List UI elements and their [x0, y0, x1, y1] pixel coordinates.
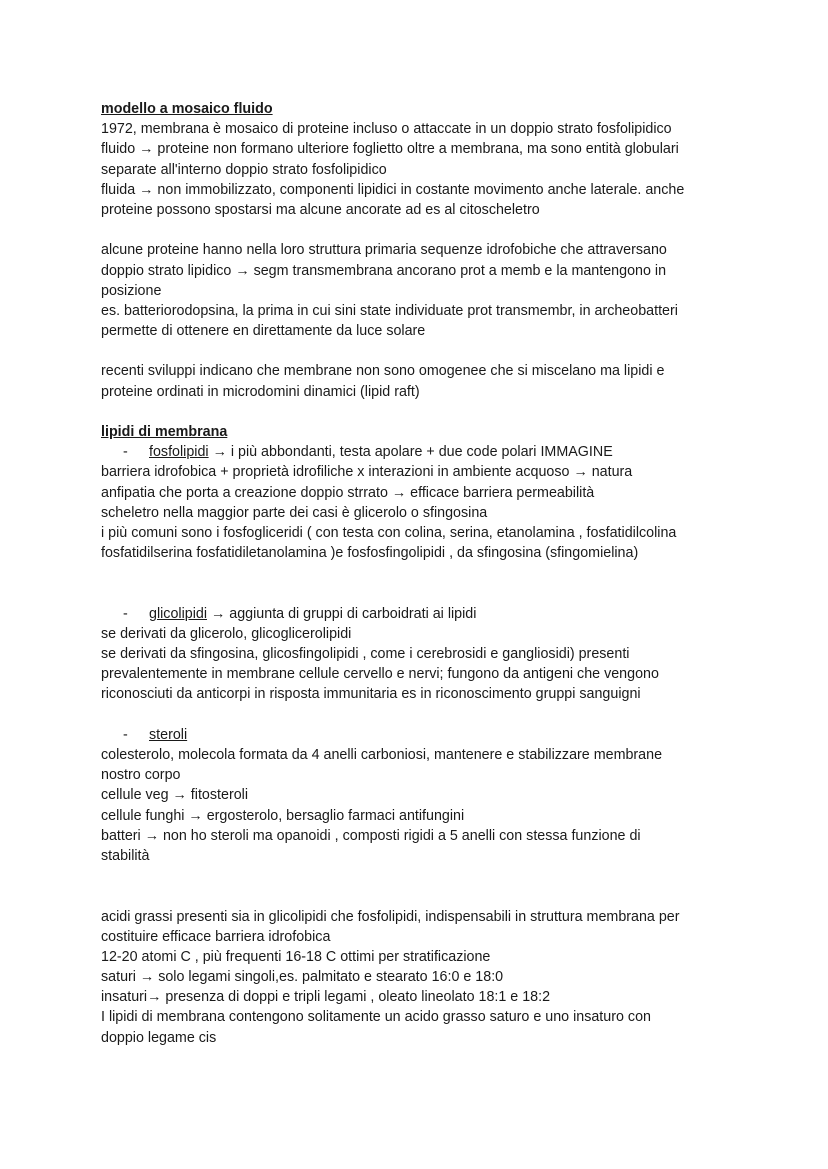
- text-line: batteri → non ho steroli ma opanoidi , composti rigidi a 5 anelli con stessa funzione di: [101, 827, 641, 844]
- bullet-term: steroli: [149, 726, 188, 743]
- text-line: doppio legame cis: [101, 1029, 217, 1046]
- bullet-dash: -: [123, 726, 128, 743]
- text-line: cellule funghi → ergosterolo, bersaglio farmaci antifungini: [101, 807, 465, 824]
- text-line: 1972, membrana è mosaico di proteine incluso o attaccate in un doppio strato fosfolipidico: [101, 121, 672, 138]
- text-line: 12-20 atomi C , più frequenti 16-18 C ottimi per stratificazione: [101, 948, 491, 965]
- bullet-dash: -: [123, 444, 128, 461]
- text-line: recenti sviluppi indicano che membrane non sono omogenee che si miscelano ma lipidi e: [101, 363, 665, 380]
- bullet-term: fosfolipidi: [149, 444, 209, 461]
- text-line: prevalentemente in membrane cellule cervello e nervi; fungono da antigeni che vengono: [101, 666, 659, 683]
- bullet-text: → aggiunta di gruppi di carboidrati ai lipidi: [207, 605, 477, 622]
- bullet-text: → i più abbondanti, testa apolare + due code polari IMMAGINE: [208, 444, 613, 461]
- text-line: proteine possono spostarsi ma alcune ancorate ad es al citoscheletro: [101, 201, 540, 218]
- text-line: alcune proteine hanno nella loro struttura primaria sequenze idrofobiche che attraversano: [101, 242, 667, 259]
- document-page: [101, 99, 741, 1048]
- bullet-glicolipidi: [101, 604, 741, 624]
- text-line: anfipatia che porta a creazione doppio strrato → efficace barriera permeabilità: [101, 484, 595, 501]
- bullet-dash: -: [123, 605, 128, 622]
- bullet-term: glicolipidi: [149, 605, 208, 622]
- text-line: doppio strato lipidico → segm transmembrana ancorano prot a memb e la mantengono in: [101, 262, 667, 279]
- text-line: colesterolo, molecola formata da 4 anelli carboniosi, mantenere e stabilizzare membrane: [101, 747, 663, 764]
- text-line: scheletro nella maggior parte dei casi è glicerolo o sfingosina: [101, 504, 488, 521]
- text-line: nostro corpo: [101, 767, 181, 784]
- text-line: i più comuni sono i fosfogliceridi ( con testa con colina, serina, etanolamina , fosfatidilcolina: [101, 524, 677, 541]
- text-line: I lipidi di membrana contengono solitamente un acido grasso saturo e uno insaturo con: [101, 1009, 651, 1026]
- text-line: insaturi→ presenza di doppi e tripli legami , oleato lineolato 18:1 e 18:2: [101, 989, 551, 1006]
- text-line: se derivati da glicerolo, glicoglicerolipidi: [101, 625, 352, 642]
- text-line: acidi grassi presenti sia in glicolipidi che fosfolipidi, indispensabili in struttura membrana per: [101, 908, 680, 925]
- text-line: proteine ordinati in microdomini dinamici (lipid raft): [101, 383, 420, 400]
- text-line: stabilità: [101, 847, 150, 864]
- text-line: es. batteriorodopsina, la prima in cui sini state individuate prot transmembr, in archeobatteri: [101, 302, 678, 319]
- text-line: riconosciuti da anticorpi in risposta immunitaria es in riconoscimento gruppi sanguigni: [101, 686, 641, 703]
- text-line: fosfatidilserina fosfatidiletanolamina )e fosfosfingolipidi , da sfingosina (sfingomielina): [101, 545, 639, 562]
- text-line: saturi → solo legami singoli,es. palmitato e stearato 16:0 e 18:0: [101, 969, 504, 986]
- text-line: permette di ottenere en direttamente da luce solare: [101, 323, 426, 340]
- text-line: barriera idrofobica + proprietà idrofiliche x interazioni in ambiente acquoso → natura: [101, 464, 633, 481]
- bullet-steroli: [101, 725, 741, 745]
- text-line: costituire efficace barriera idrofobica: [101, 928, 331, 945]
- text-line: separate all'interno doppio strato fosfolipidico: [101, 161, 387, 178]
- bullet-fosfolipidi: [101, 442, 741, 462]
- heading-modello-mosaico-fluido: modello a mosaico fluido: [101, 101, 273, 117]
- text-line: se derivati da sfingosina, glicosfingolipidi , come i cerebrosidi e gangliosidi) presenti: [101, 646, 630, 663]
- heading-lipidi-di-membrana: lipidi di membrana: [101, 424, 228, 440]
- text-line: fluida → non immobilizzato, componenti lipidici in costante movimento anche laterale. anche: [101, 181, 685, 198]
- text-line: fluido → proteine non formano ulteriore foglietto oltre a membrana, ma sono entità globulari: [101, 141, 679, 158]
- text-line: posizione: [101, 282, 162, 299]
- text-line: cellule veg → fitosteroli: [101, 787, 249, 804]
